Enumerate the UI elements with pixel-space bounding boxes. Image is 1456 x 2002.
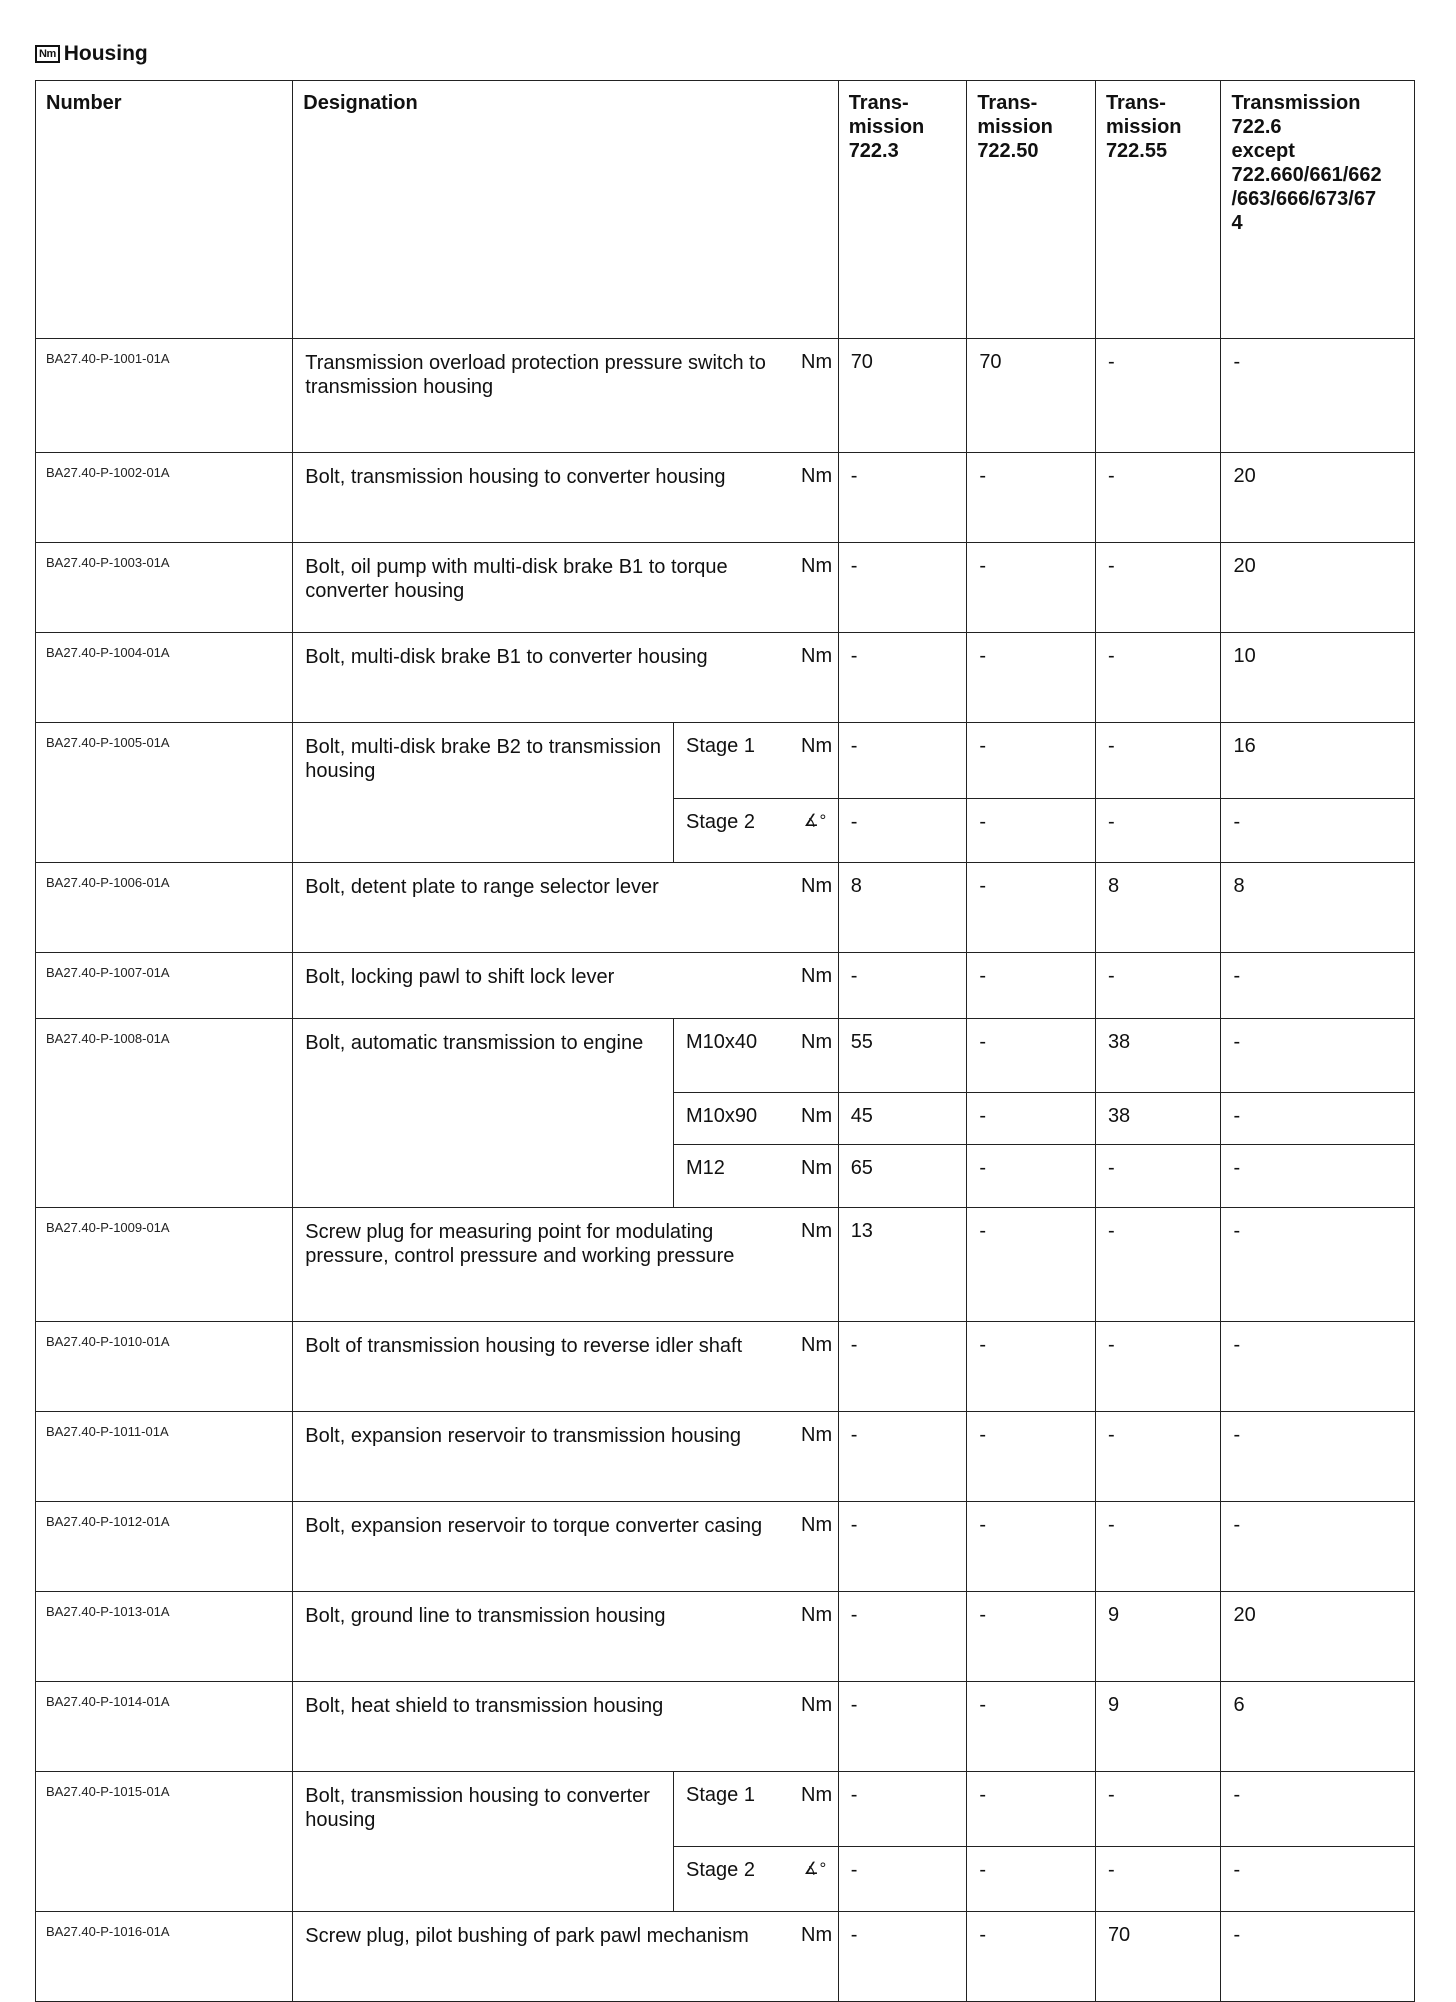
torque-value: -	[838, 1682, 967, 1772]
designation: Bolt, oil pump with multi-disk brake B1 to torque converter housing	[293, 543, 797, 633]
torque-value: -	[1221, 1912, 1415, 2002]
torque-value: -	[967, 723, 1096, 799]
part-number: BA27.40-P-1006-01A	[36, 863, 293, 953]
torque-value: -	[838, 543, 967, 633]
torque-value: -	[967, 1912, 1096, 2002]
torque-value: -	[838, 1502, 967, 1592]
table-row	[36, 863, 1415, 953]
torque-value: -	[1221, 1502, 1415, 1592]
torque-value: -	[1095, 799, 1221, 863]
part-number: BA27.40-P-1009-01A	[36, 1208, 293, 1322]
stage-label: Stage 1	[674, 1772, 797, 1847]
header-line: 722.55	[1105, 140, 1168, 162]
designation: Bolt, ground line to transmission housing	[293, 1592, 797, 1682]
torque-value: -	[1095, 339, 1221, 453]
torque-value: 70	[967, 339, 1096, 453]
unit-nm: Nm	[797, 1592, 838, 1682]
torque-value: 6	[1221, 1682, 1415, 1772]
header-line: Trans-	[848, 92, 909, 114]
part-number: BA27.40-P-1007-01A	[36, 953, 293, 1019]
stage-label: Stage 2	[674, 799, 797, 863]
torque-value: 20	[1221, 543, 1415, 633]
torque-value: 70	[838, 339, 967, 453]
header-line: 722.3	[848, 140, 899, 162]
header-line: Trans-	[977, 92, 1038, 114]
table-row	[36, 1412, 1415, 1502]
table-row	[36, 1208, 1415, 1322]
unit-nm: Nm	[797, 723, 838, 799]
torque-value: -	[1221, 1772, 1415, 1847]
torque-value: -	[1095, 453, 1221, 543]
torque-value: 20	[1221, 1592, 1415, 1682]
part-number: BA27.40-P-1004-01A	[36, 633, 293, 723]
torque-value: -	[838, 1412, 967, 1502]
torque-value: -	[838, 1772, 967, 1847]
header-line: 722.660/661/662	[1231, 164, 1382, 186]
section-title	[35, 40, 148, 68]
table-row	[36, 1592, 1415, 1682]
unit-nm: Nm	[797, 1019, 838, 1093]
torque-value: -	[838, 1912, 967, 2002]
part-number: BA27.40-P-1005-01A	[36, 723, 293, 863]
torque-value: -	[967, 453, 1096, 543]
unit-nm: Nm	[797, 1682, 838, 1772]
table-row	[36, 1912, 1415, 2002]
header-number: Number	[36, 81, 293, 339]
torque-value: -	[967, 1592, 1096, 1682]
table-row	[36, 633, 1415, 723]
torque-value: -	[1221, 1847, 1415, 1912]
header-722-6	[1221, 81, 1415, 339]
torque-value: -	[967, 543, 1096, 633]
stage-label: Stage 2	[674, 1847, 797, 1912]
stage-label: M10x40	[674, 1019, 797, 1093]
torque-value: -	[1221, 1208, 1415, 1322]
unit-nm: Nm	[797, 633, 838, 723]
torque-value: -	[838, 1322, 967, 1412]
table-header-row	[36, 81, 1415, 339]
torque-value: -	[1095, 1208, 1221, 1322]
table-row	[36, 1502, 1415, 1592]
section-title-text: Housing	[63, 42, 148, 65]
part-number: BA27.40-P-1013-01A	[36, 1592, 293, 1682]
table-row	[36, 1322, 1415, 1412]
designation: Bolt, locking pawl to shift lock lever	[293, 953, 797, 1019]
torque-value: -	[838, 953, 967, 1019]
header-line: except	[1231, 140, 1295, 162]
unit-nm: Nm	[797, 953, 838, 1019]
unit-nm: Nm	[797, 1412, 838, 1502]
designation: Bolt, detent plate to range selector lever	[293, 863, 797, 953]
torque-value: -	[1221, 1145, 1415, 1208]
header-722-55	[1095, 81, 1221, 339]
torque-value: -	[1095, 1502, 1221, 1592]
torque-value: -	[1221, 339, 1415, 453]
torque-value: -	[838, 799, 967, 863]
unit-nm: Nm	[797, 543, 838, 633]
table-row	[36, 1772, 1415, 1847]
torque-value: 55	[838, 1019, 967, 1093]
designation: Screw plug for measuring point for modulating pressure, control pressure and working pressure	[293, 1208, 797, 1322]
torque-value: -	[967, 863, 1096, 953]
torque-value: -	[1221, 953, 1415, 1019]
designation: Bolt, transmission housing to converter housing	[293, 1772, 674, 1912]
torque-value: -	[1095, 543, 1221, 633]
designation: Bolt, multi-disk brake B1 to converter housing	[293, 633, 797, 723]
header-line: 722.6	[1231, 116, 1282, 138]
header-line: mission	[1105, 116, 1182, 138]
torque-value: -	[1095, 1412, 1221, 1502]
designation: Bolt of transmission housing to reverse idler shaft	[293, 1322, 797, 1412]
torque-value: -	[838, 1592, 967, 1682]
torque-value: -	[1221, 1093, 1415, 1145]
torque-value: -	[1221, 1412, 1415, 1502]
designation: Bolt, expansion reservoir to torque converter casing	[293, 1502, 797, 1592]
unit-nm: Nm	[797, 453, 838, 543]
part-number: BA27.40-P-1008-01A	[36, 1019, 293, 1208]
stage-label: Stage 1	[674, 723, 797, 799]
unit-nm: Nm	[797, 1772, 838, 1847]
unit-nm: Nm	[797, 1322, 838, 1412]
torque-value: -	[967, 1847, 1096, 1912]
torque-value: -	[838, 453, 967, 543]
torque-value: 9	[1095, 1592, 1221, 1682]
torque-value: -	[967, 1412, 1096, 1502]
torque-value: 38	[1095, 1019, 1221, 1093]
header-line: mission	[848, 116, 925, 138]
part-number: BA27.40-P-1011-01A	[36, 1412, 293, 1502]
part-number: BA27.40-P-1001-01A	[36, 339, 293, 453]
torque-value: 8	[838, 863, 967, 953]
torque-value: -	[967, 1208, 1096, 1322]
part-number: BA27.40-P-1003-01A	[36, 543, 293, 633]
unit-nm: Nm	[797, 1093, 838, 1145]
header-line: /663/666/673/67	[1231, 188, 1377, 210]
torque-value: -	[1221, 799, 1415, 863]
torque-value: -	[1095, 1322, 1221, 1412]
torque-value: 8	[1095, 863, 1221, 953]
torque-value: -	[838, 633, 967, 723]
table-row	[36, 723, 1415, 799]
torque-value: -	[1095, 1772, 1221, 1847]
header-722-3	[838, 81, 967, 339]
torque-nm-icon: Nm	[35, 45, 60, 63]
part-number: BA27.40-P-1012-01A	[36, 1502, 293, 1592]
table-row	[36, 953, 1415, 1019]
torque-value: -	[967, 1322, 1096, 1412]
header-designation: Designation	[293, 81, 838, 339]
table-row	[36, 1019, 1415, 1093]
table-row	[36, 339, 1415, 453]
part-number: BA27.40-P-1015-01A	[36, 1772, 293, 1912]
part-number: BA27.40-P-1010-01A	[36, 1322, 293, 1412]
torque-value: -	[967, 1502, 1096, 1592]
torque-value: -	[838, 1847, 967, 1912]
unit-nm: Nm	[797, 863, 838, 953]
angle-degree-icon: ∡°	[797, 799, 838, 863]
header-722-50	[967, 81, 1096, 339]
torque-value: 9	[1095, 1682, 1221, 1772]
header-line: Trans-	[1105, 92, 1166, 114]
torque-value: -	[1095, 633, 1221, 723]
torque-value: -	[967, 633, 1096, 723]
unit-nm: Nm	[797, 1145, 838, 1208]
header-line: Transmission	[1231, 92, 1361, 114]
torque-value: -	[1095, 1145, 1221, 1208]
table-row	[36, 453, 1415, 543]
torque-value: -	[967, 1093, 1096, 1145]
part-number: BA27.40-P-1016-01A	[36, 1912, 293, 2002]
torque-value: 10	[1221, 633, 1415, 723]
torque-value: -	[1095, 953, 1221, 1019]
stage-label: M10x90	[674, 1093, 797, 1145]
torque-value: 70	[1095, 1912, 1221, 2002]
torque-value: -	[967, 1772, 1096, 1847]
header-line: mission	[977, 116, 1053, 138]
torque-value: 38	[1095, 1093, 1221, 1145]
torque-value: -	[838, 723, 967, 799]
table-row	[36, 1682, 1415, 1772]
torque-value: 13	[838, 1208, 967, 1322]
designation: Bolt, heat shield to transmission housing	[293, 1682, 797, 1772]
torque-value: -	[1095, 723, 1221, 799]
header-line: 722.50	[977, 140, 1039, 162]
torque-value: 65	[838, 1145, 967, 1208]
unit-nm: Nm	[797, 339, 838, 453]
table-row	[36, 543, 1415, 633]
torque-value: -	[1221, 1019, 1415, 1093]
unit-nm: Nm	[797, 1912, 838, 2002]
torque-value: -	[967, 1019, 1096, 1093]
torque-value: 16	[1221, 723, 1415, 799]
torque-table	[35, 80, 1415, 2002]
angle-degree-icon: ∡°	[797, 1847, 838, 1912]
unit-nm: Nm	[797, 1502, 838, 1592]
torque-value: 20	[1221, 453, 1415, 543]
part-number: BA27.40-P-1014-01A	[36, 1682, 293, 1772]
torque-value: -	[1221, 1322, 1415, 1412]
torque-value: -	[1095, 1847, 1221, 1912]
torque-value: 45	[838, 1093, 967, 1145]
designation: Bolt, expansion reservoir to transmission housing	[293, 1412, 797, 1502]
torque-value: -	[967, 1145, 1096, 1208]
part-number: BA27.40-P-1002-01A	[36, 453, 293, 543]
torque-value: -	[967, 1682, 1096, 1772]
designation: Bolt, multi-disk brake B2 to transmission housing	[293, 723, 674, 863]
stage-label: M12	[674, 1145, 797, 1208]
torque-value: -	[967, 953, 1096, 1019]
designation: Bolt, automatic transmission to engine	[293, 1019, 674, 1208]
unit-nm: Nm	[797, 1208, 838, 1322]
designation: Transmission overload protection pressure switch to transmission housing	[293, 339, 797, 453]
torque-value: -	[967, 799, 1096, 863]
designation: Screw plug, pilot bushing of park pawl mechanism	[293, 1912, 797, 2002]
torque-value: 8	[1221, 863, 1415, 953]
designation: Bolt, transmission housing to converter housing	[293, 453, 797, 543]
header-line: 4	[1231, 212, 1243, 234]
